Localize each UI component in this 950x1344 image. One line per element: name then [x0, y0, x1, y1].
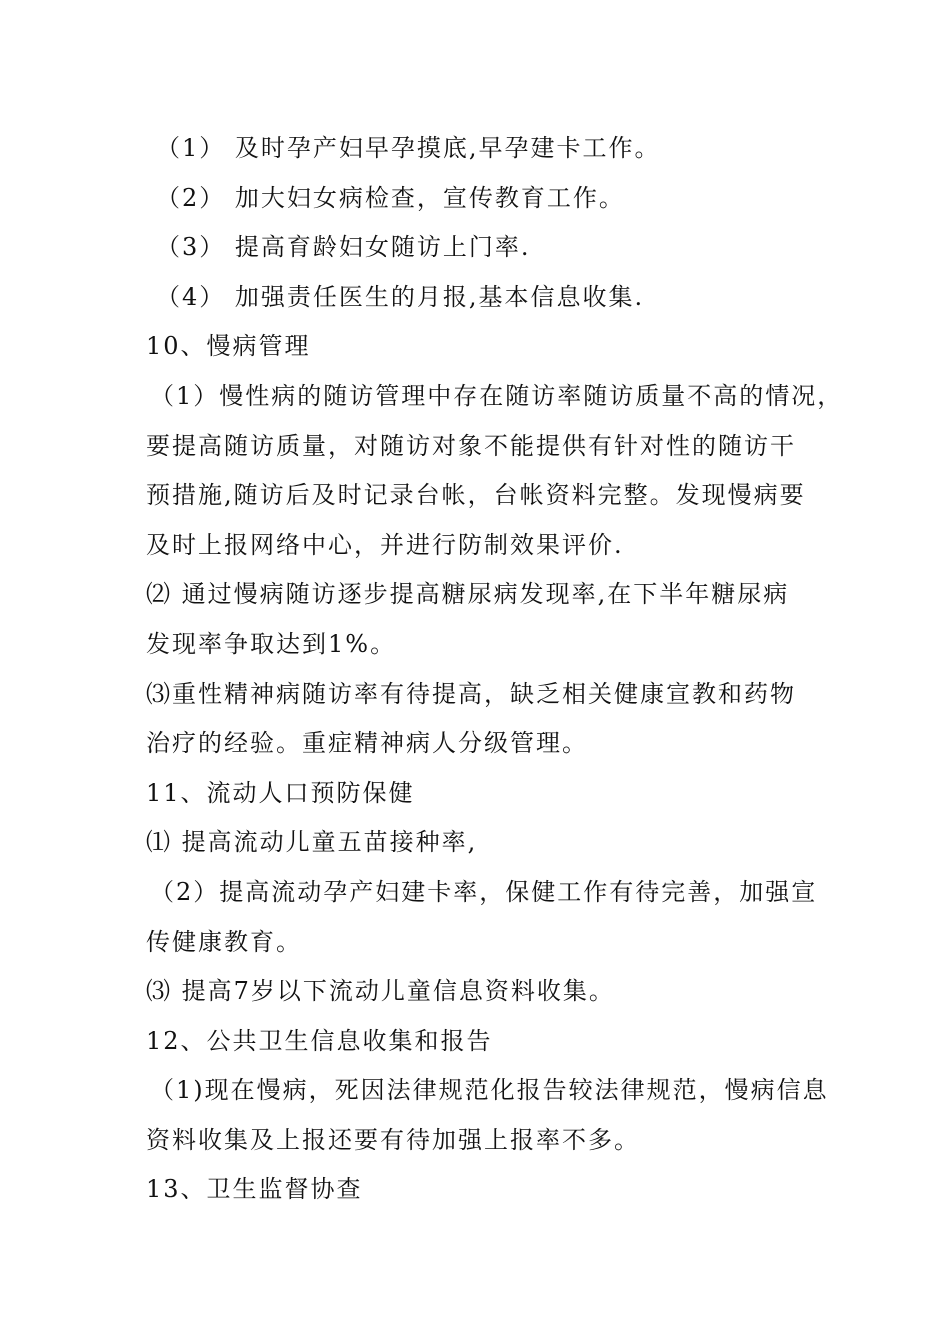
paragraph-line: （1)现在慢病，死因法律规范化报告较法律规范，慢病信息 [150, 1076, 829, 1105]
section-heading-12: 12、公共卫生信息收集和报告 [146, 1026, 493, 1055]
paragraph-line: ⑵ 通过慢病随访逐步提高糖尿病发现率,在下半年糖尿病 [146, 580, 790, 609]
document-body [146, 124, 844, 1215]
paragraph-line: 及时上报网络中心，并进行防制效果评价. [146, 530, 624, 559]
paragraph-line: 治疗的经验。重症精神病人分级管理。 [146, 729, 588, 758]
section-heading-10: 10、慢病管理 [146, 332, 311, 361]
paragraph-line: 资料收集及上报还要有待加强上报率不多。 [146, 1125, 640, 1154]
list-item-4: （4） 加强责任医生的月报,基本信息收集. [156, 282, 645, 311]
paragraph-line: 要提高随访质量，对随访对象不能提供有针对性的随访干 [146, 431, 796, 460]
paragraph-line: 发现率争取达到1%。 [146, 629, 397, 658]
section-heading-11: 11、流动人口预防保健 [146, 778, 415, 807]
paragraph-line: ⑶ 提高7岁以下流动儿童信息资料收集。 [146, 977, 615, 1006]
list-item-2: （2） 加大妇女病检查，宣传教育工作。 [156, 183, 625, 212]
list-item-3: （3） 提高育龄妇女随访上门率. [156, 233, 531, 262]
paragraph-line: （2）提高流动孕产妇建卡率，保健工作有待完善，加强宣 [150, 877, 818, 906]
paragraph-line: ⑴ 提高流动儿童五苗接种率, [146, 828, 478, 857]
paragraph-line: 传健康教育。 [146, 927, 302, 956]
section-heading-13: 13、卫生监督协查 [146, 1175, 363, 1204]
list-item-1: （1） 及时孕产妇早孕摸底,早孕建卡工作。 [156, 134, 661, 162]
paragraph-line: 预措施,随访后及时记录台帐，台帐资料完整。发现慢病要 [146, 481, 806, 510]
paragraph-line: ⑶重性精神病随访率有待提高，缺乏相关健康宣教和药物 [146, 679, 796, 708]
paragraph-line: （1）慢性病的随访管理中存在随访率随访质量不高的情况， [150, 381, 844, 410]
